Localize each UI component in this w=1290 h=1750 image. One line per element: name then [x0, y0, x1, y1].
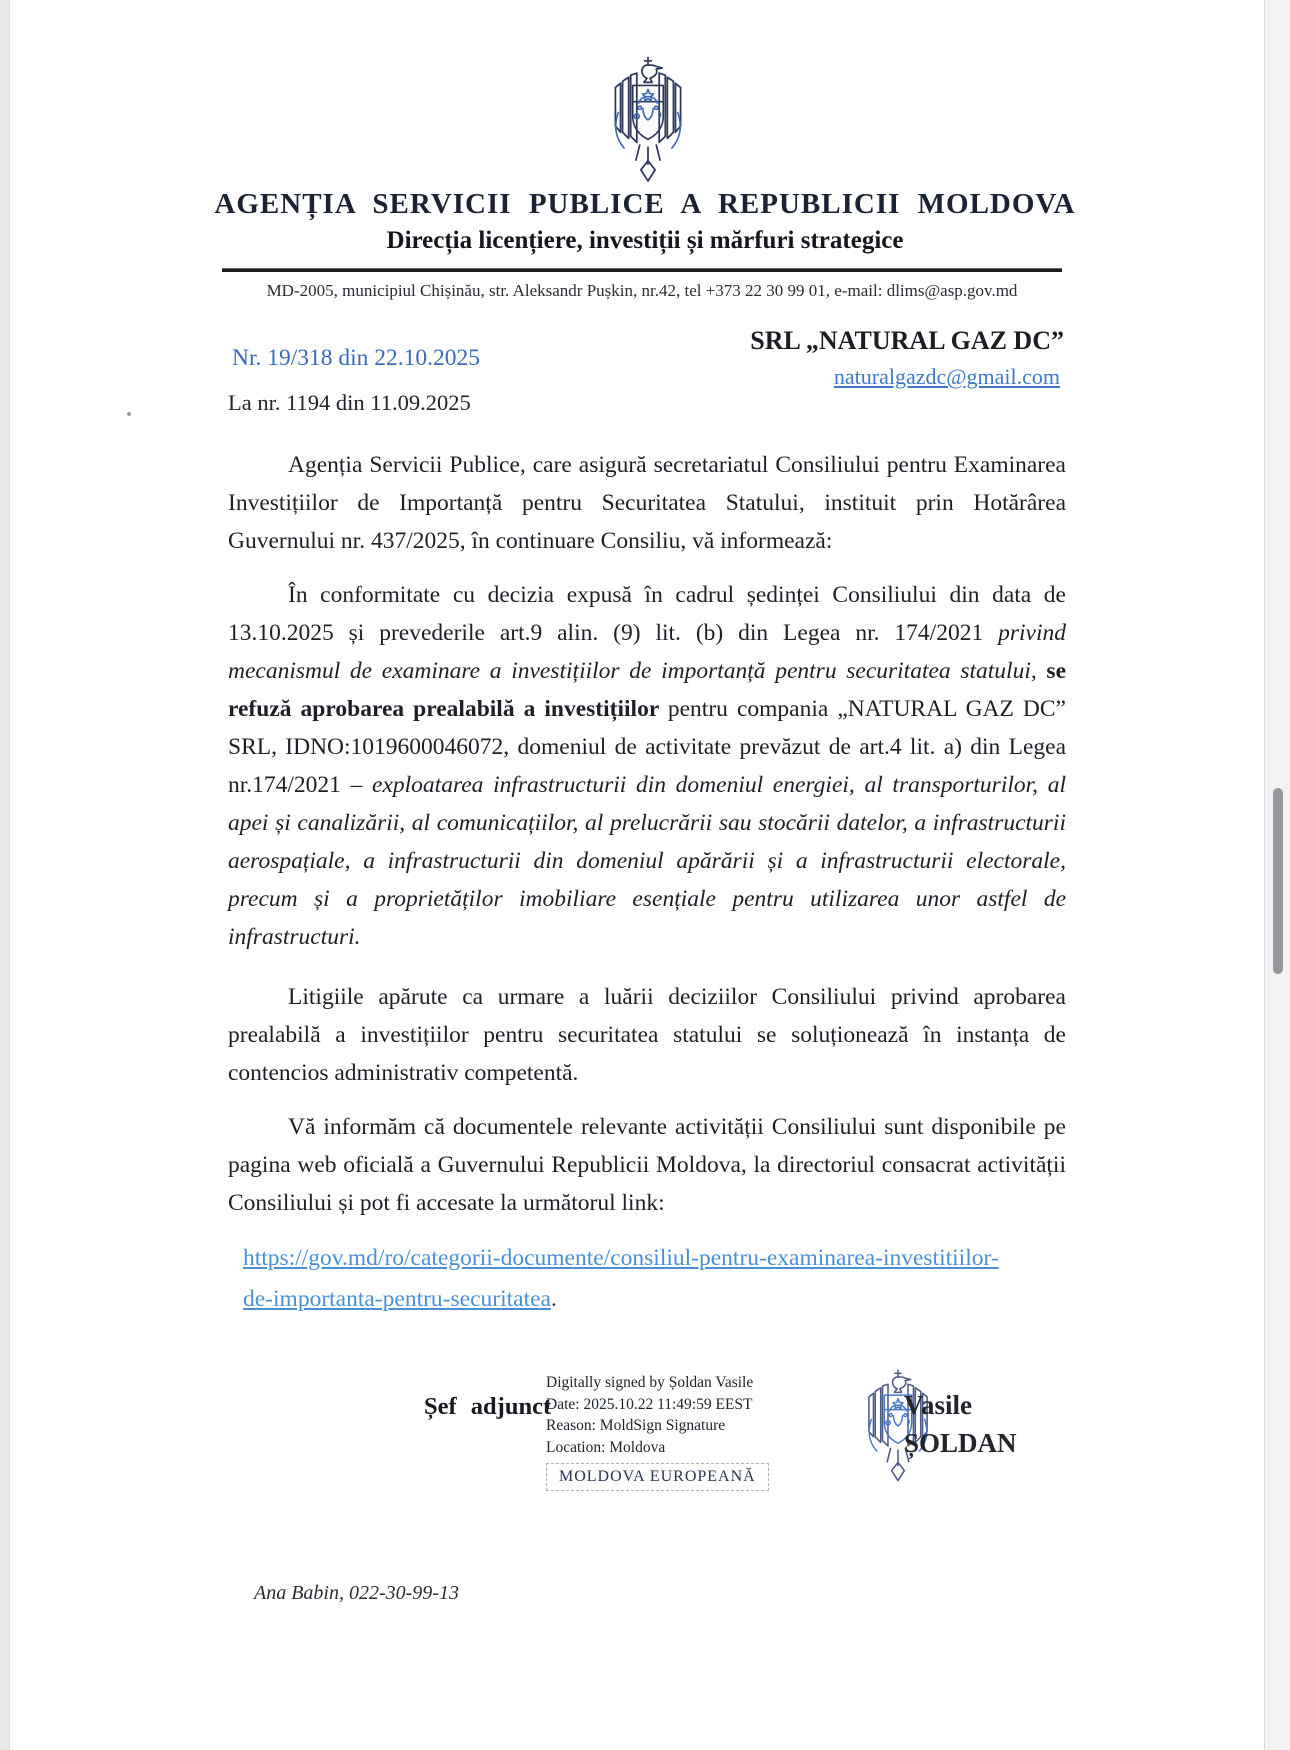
signer-position: Șef adjunct — [424, 1393, 552, 1420]
agency-address: MD-2005, municipiul Chișinău, str. Aleksandr Pușkin, nr.42, tel +373 22 30 99 01, e-mail: dlims@asp.gov.md — [266, 281, 1018, 300]
letter-body — [228, 446, 1066, 1612]
digital-signature-line: Reason: MoldSign Signature — [546, 1417, 726, 1434]
paragraph-2-segment-normal-1: În conformitate cu decizia expusă în cadrul ședinței Consiliului din data de 13.10.2025 și prevederile art.9 alin. (9) lit. (b) din Legea nr. 174/2021 — [228, 582, 1066, 646]
paragraph-2-segment-italic-2: exploatarea infrastructurii din domeniul energiei, al transporturilor, al apei și canalizării, al comunicațiilor, al prelucrării sau stocării datelor, a infrastructurii aerospațiale, a infrastructurii din domeniul apărării și a infrastructurii electorale, precum și a proprietăților imobiliare esențiale pentru utilizarea unor astfel de infrastructuri. — [228, 772, 1067, 950]
body-paragraph-4: Vă informăm că documentele relevante activității Consiliului sunt disponibile pe pagina web oficială a Guvernului Republicii Moldova, la directoriul consacrat activității Consiliului și pot fi accesate la următorul link: — [228, 1114, 1066, 1216]
body-paragraph-2 — [228, 576, 1066, 956]
contact-person: Ana Babin, 022-30-99-13 — [254, 1582, 459, 1604]
scan-artifact-dot — [127, 412, 131, 416]
body-paragraph-3: Litigiile apărute ca urmare a luării deciziilor Consiliului privind aprobarea prealabilă a investițiilor pentru securitatea statului se soluționează în instanța de contencios administrativ competentă. — [228, 984, 1066, 1086]
letterhead-divider — [222, 268, 1062, 272]
digital-signature-line: Location: Moldova — [546, 1438, 666, 1456]
signature-block — [228, 1372, 1066, 1540]
incoming-number: La nr. 1194 din 11.09.2025 — [228, 390, 471, 415]
department-name: Direcția licențiere, investiții și mărfuri strategice — [386, 227, 904, 254]
body-paragraph-1: Agenția Servicii Publice, care asigură secretariatul Consiliului pentru Examinarea Investițiilor de Importanță pentru Securitatea Statului, instituit prin Hotărârea Guvernului nr. 437/2025, în continuare Consiliu, vă informează: — [228, 452, 1066, 554]
scrollbar-thumb[interactable] — [1273, 788, 1283, 974]
digital-signature-details — [546, 1372, 769, 1491]
documents-link-block — [243, 1238, 1066, 1320]
recipient-name: SRL „NATURAL GAZ DC” — [750, 326, 1064, 355]
link-period: . — [550, 1286, 557, 1312]
agency-name: AGENȚIA SERVICII PUBLICE A REPUBLICII MOLDOVA — [214, 188, 1076, 220]
recipient-email-row — [640, 364, 1060, 390]
documents-link[interactable]: https://gov.md/ro/categorii-documente/consiliul-pentru-examinarea-investitiilor- de-importanta-pentru-securitatea — [243, 1245, 999, 1312]
paragraph-2-segment-normal-2: pentru compania „NATURAL GAZ DC” SRL, IDNO:1019600046072, domeniul de activitate prevăzut de art.4 lit. a) din Legea nr.174/2021 – — [228, 696, 1066, 798]
outgoing-number: Nr. 19/318 din 22.10.2025 — [232, 345, 481, 371]
digital-signature-line: Digitally signed by Șoldan Vasile — [546, 1374, 754, 1391]
viewer-left-edge — [0, 0, 10, 1750]
moldova-europeana-stamp: MOLDOVA EUROPEANĂ — [546, 1463, 769, 1491]
digital-signature-line: Date: 2025.10.22 11:49:59 EEST — [546, 1395, 753, 1413]
paragraph-2-segment-italic-1: privind mecanismul de examinare a investițiilor de importanță pentru securitatea statului, — [228, 620, 1066, 684]
recipient-email-link[interactable]: naturalgazdc@gmail.com — [833, 364, 1060, 389]
signer-name: Vasile ȘOLDAN — [904, 1390, 1017, 1458]
paragraph-2-segment-bold: se refuză aprobarea prealabilă a investițiilor — [228, 658, 1066, 722]
moldova-coat-of-arms-icon — [592, 54, 704, 186]
